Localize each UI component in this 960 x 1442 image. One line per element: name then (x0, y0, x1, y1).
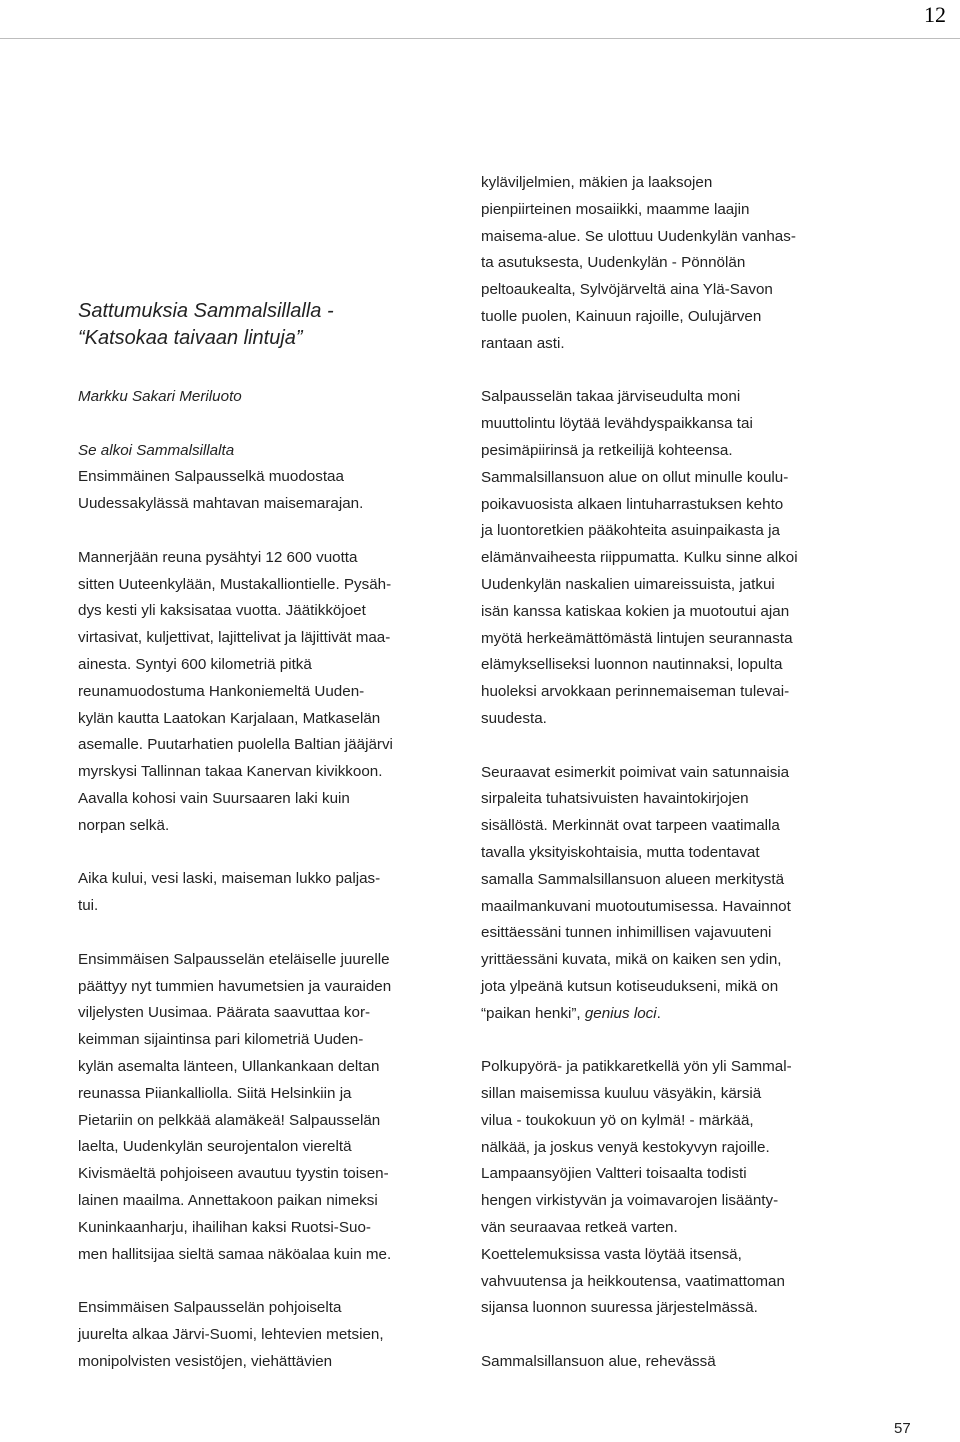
text-line: sirpaleita tuhatsivuisten havaintokirjojen (481, 790, 749, 808)
quote-text: “paikan henki”, (481, 1004, 585, 1022)
paragraph (481, 1349, 881, 1376)
text-line: viljelysten Uusimaa. Päärata saavuttaa kor- (78, 1004, 371, 1022)
text-line: reunassa Piiankalliolla. Siitä Helsinkiin ja (78, 1084, 352, 1102)
text-line: laelta, Uudenkylän seurojentalon viereltä (78, 1138, 352, 1156)
paragraph (481, 384, 881, 732)
paragraph (481, 1054, 881, 1322)
text-line: maisema-alue. Se ulottuu Uudenkylän vanhas- (481, 227, 796, 245)
text-line: Pietariin on pelkkää alamäkeä! Salpausselän (78, 1111, 381, 1129)
text-line: Polkupyörä- ja patikkaretkellä yön yli Sammal- (481, 1058, 792, 1076)
text-line: isän kanssa katiskaa kokien ja muotoutui ajan (481, 602, 790, 620)
text-line: Aika kului, vesi laski, maiseman lukko paljas- (78, 870, 381, 888)
text-line: Kivismäeltä pohjoiseen avautuu tyystin toisen- (78, 1165, 389, 1183)
text-line: men hallitsijaa sieltä samaa näköalaa kuin me. (78, 1245, 392, 1263)
author-name: Markku Sakari Meriluoto (78, 388, 242, 405)
text-line: dys kesti yli kaksisataa vuotta. Jäätikköjoet (78, 602, 366, 620)
section-subheading: Se alkoi Sammalsillalta (78, 441, 235, 459)
text-line: ainesta. Syntyi 600 kilometriä pitkä (78, 655, 312, 673)
text-line: elämänvaiheesta riippumatta. Kulku sinne alkoi (481, 549, 798, 567)
text-line: tuolle puolen, Kainuun rajoille, Oulujärven (481, 307, 762, 325)
text-line: yrittäessäni kuvata, mikä on kaiken sen ydin, (481, 951, 782, 969)
text-line: Uudenkylän naskalien uimareissuista, jatkui (481, 575, 775, 593)
left-column (78, 384, 478, 1375)
text-line: Ensimmäisen Salpausselän eteläiselle juurelle (78, 950, 390, 968)
text-line: poikavuosista alkaen lintuharrastuksen kehto (481, 495, 784, 513)
text-line: Sammalsillansuon alue on ollut minulle koulu- (481, 468, 789, 486)
text-line: virtasivat, kuljettivat, lajittelivat ja läjittivät maa- (78, 629, 391, 647)
footer-page-number: 57 (894, 1420, 911, 1437)
article-title (78, 298, 334, 352)
text-line: kylän kautta Laatokan Karjalaan, Matkaselän (78, 709, 381, 727)
title-line-2: “Katsokaa taivaan lintuja” (78, 327, 303, 349)
text-line: norpan selkä. (78, 816, 170, 834)
text-line: elämykselliseksi luonnon nautinnaksi, lopulta (481, 656, 783, 674)
text-line: vilua - toukokuun yö on kylmä! - märkää, (481, 1111, 754, 1129)
text-line: nälkää, ja joskus venyä kestokyvyn rajoille. (481, 1138, 770, 1156)
text-line: tavalla yksityiskohtaisia, mutta todentavat (481, 843, 760, 861)
text-line: monipolvisten vesistöjen, viehättävien (78, 1352, 333, 1370)
text-line: myötä herkeämättömästä lintujen seurannasta (481, 629, 793, 647)
text-line: myrskysi Tallinnan takaa Kanervan kivikkoon. (78, 763, 383, 781)
text-line: Koettelemuksissa vasta löytää itsensä, (481, 1245, 742, 1263)
text-line: kylän asemalta länteen, Ullankankaan deltan (78, 1057, 380, 1075)
text-line: tui. (78, 897, 99, 915)
latin-phrase: genius loci (584, 1004, 657, 1022)
text-line: Ensimmäisen Salpausselän pohjoiselta (78, 1299, 342, 1317)
paragraph (481, 170, 881, 358)
text-line: Salpausselän takaa järviseudulta moni (481, 388, 741, 406)
text-line: päättyy nyt tummien havumetsien ja vauraiden (78, 977, 392, 995)
text-line: vän seuraavaa retkeä varten. (481, 1219, 678, 1237)
paragraph-last-line (481, 1001, 881, 1028)
paragraph (78, 1295, 478, 1375)
header-page-number: 12 (924, 2, 946, 27)
paragraph (78, 464, 478, 518)
text-line: muuttolintu löytää levähdyspaikkansa tai (481, 415, 753, 433)
text-line: reunamuodostuma Hankoniemeltä Uuden- (78, 682, 365, 700)
text-line: rantaan asti. (481, 334, 565, 352)
text-line: asemalle. Puutarhatien puolella Baltian jääjärvi (78, 736, 393, 754)
header-rule (0, 38, 960, 39)
text-line: samalla Sammalsillansuon alueen merkitystä (481, 870, 785, 888)
text-line: sitten Uuteenkylään, Mustakalliontielle. Pysäh- (78, 575, 392, 593)
text-line: Sammalsillansuon alue, rehevässä (481, 1353, 716, 1371)
text-line: sisällöstä. Merkinnät ovat tarpeen vaatimalla (481, 817, 780, 835)
title-line-1: Sattumuksia Sammalsillalla - (78, 300, 334, 322)
text-line: pesimäpiirinsä ja retkeilijä kohteensa. (481, 441, 733, 459)
paragraph (78, 866, 478, 920)
text-line: Kuninkaanharju, ihailihan kaksi Ruotsi-Suo- (78, 1218, 371, 1236)
text-line: Mannerjään reuna pysähtyi 12 600 vuotta (78, 548, 358, 566)
text-line: vahvuutensa ja heikkoutensa, vaatimattoman (481, 1272, 785, 1290)
text-line: hengen virkistyvän ja voimavarojen lisäänty- (481, 1192, 779, 1210)
text-line: pienpiirteinen mosaiikki, maamme laajin (481, 200, 750, 218)
text-line: juurelta alkaa Järvi-Suomi, lehtevien metsien, (78, 1325, 384, 1343)
text-line: keimman sijaintinsa pari kilometriä Uuden- (78, 1031, 364, 1049)
text-line: Lampaansyöjien Valtteri toisaalta todisti (481, 1165, 747, 1183)
text-line: jota ylpeänä kutsun kotiseudukseni, mikä on (481, 977, 779, 995)
text-line: Uudessakylässä mahtavan maisemarajan. (78, 495, 364, 513)
paragraph (481, 760, 881, 1001)
text-line: maailmankuvani muotoutumisessa. Havainnot (481, 897, 791, 915)
text-line: huoleksi arvokkaan perinnemaiseman tulevai- (481, 683, 790, 701)
text-line: suudesta. (481, 709, 547, 727)
period: . (656, 1004, 661, 1022)
text-line: ja luontoretkien pääkohteita asuinpaikasta ja (481, 522, 780, 540)
text-line: peltoaukealta, Sylvöjärveltä aina Ylä-Savon (481, 281, 773, 299)
paragraph (78, 545, 478, 840)
right-column (481, 170, 881, 1376)
text-line: sillan maisemissa kuuluu väsyäkin, kärsiä (481, 1085, 762, 1103)
paragraph (78, 947, 478, 1269)
text-line: Aavalla kohosi vain Suursaaren laki kuin (78, 789, 350, 807)
text-line: Seuraavat esimerkit poimivat vain satunnaisia (481, 763, 790, 781)
text-line: ta asutuksesta, Uudenkylän - Pönnölän (481, 254, 746, 272)
text-line: lainen maailma. Annettakoon paikan nimeksi (78, 1191, 378, 1209)
text-line: Ensimmäinen Salpausselkä muodostaa (78, 468, 344, 486)
text-line: esittäessäni tunnen inhimillisen vajavuuteni (481, 924, 772, 942)
text-line: sijansa luonnon suuressa järjestelmässä. (481, 1299, 758, 1317)
text-line: kyläviljelmien, mäkien ja laaksojen (481, 174, 713, 191)
